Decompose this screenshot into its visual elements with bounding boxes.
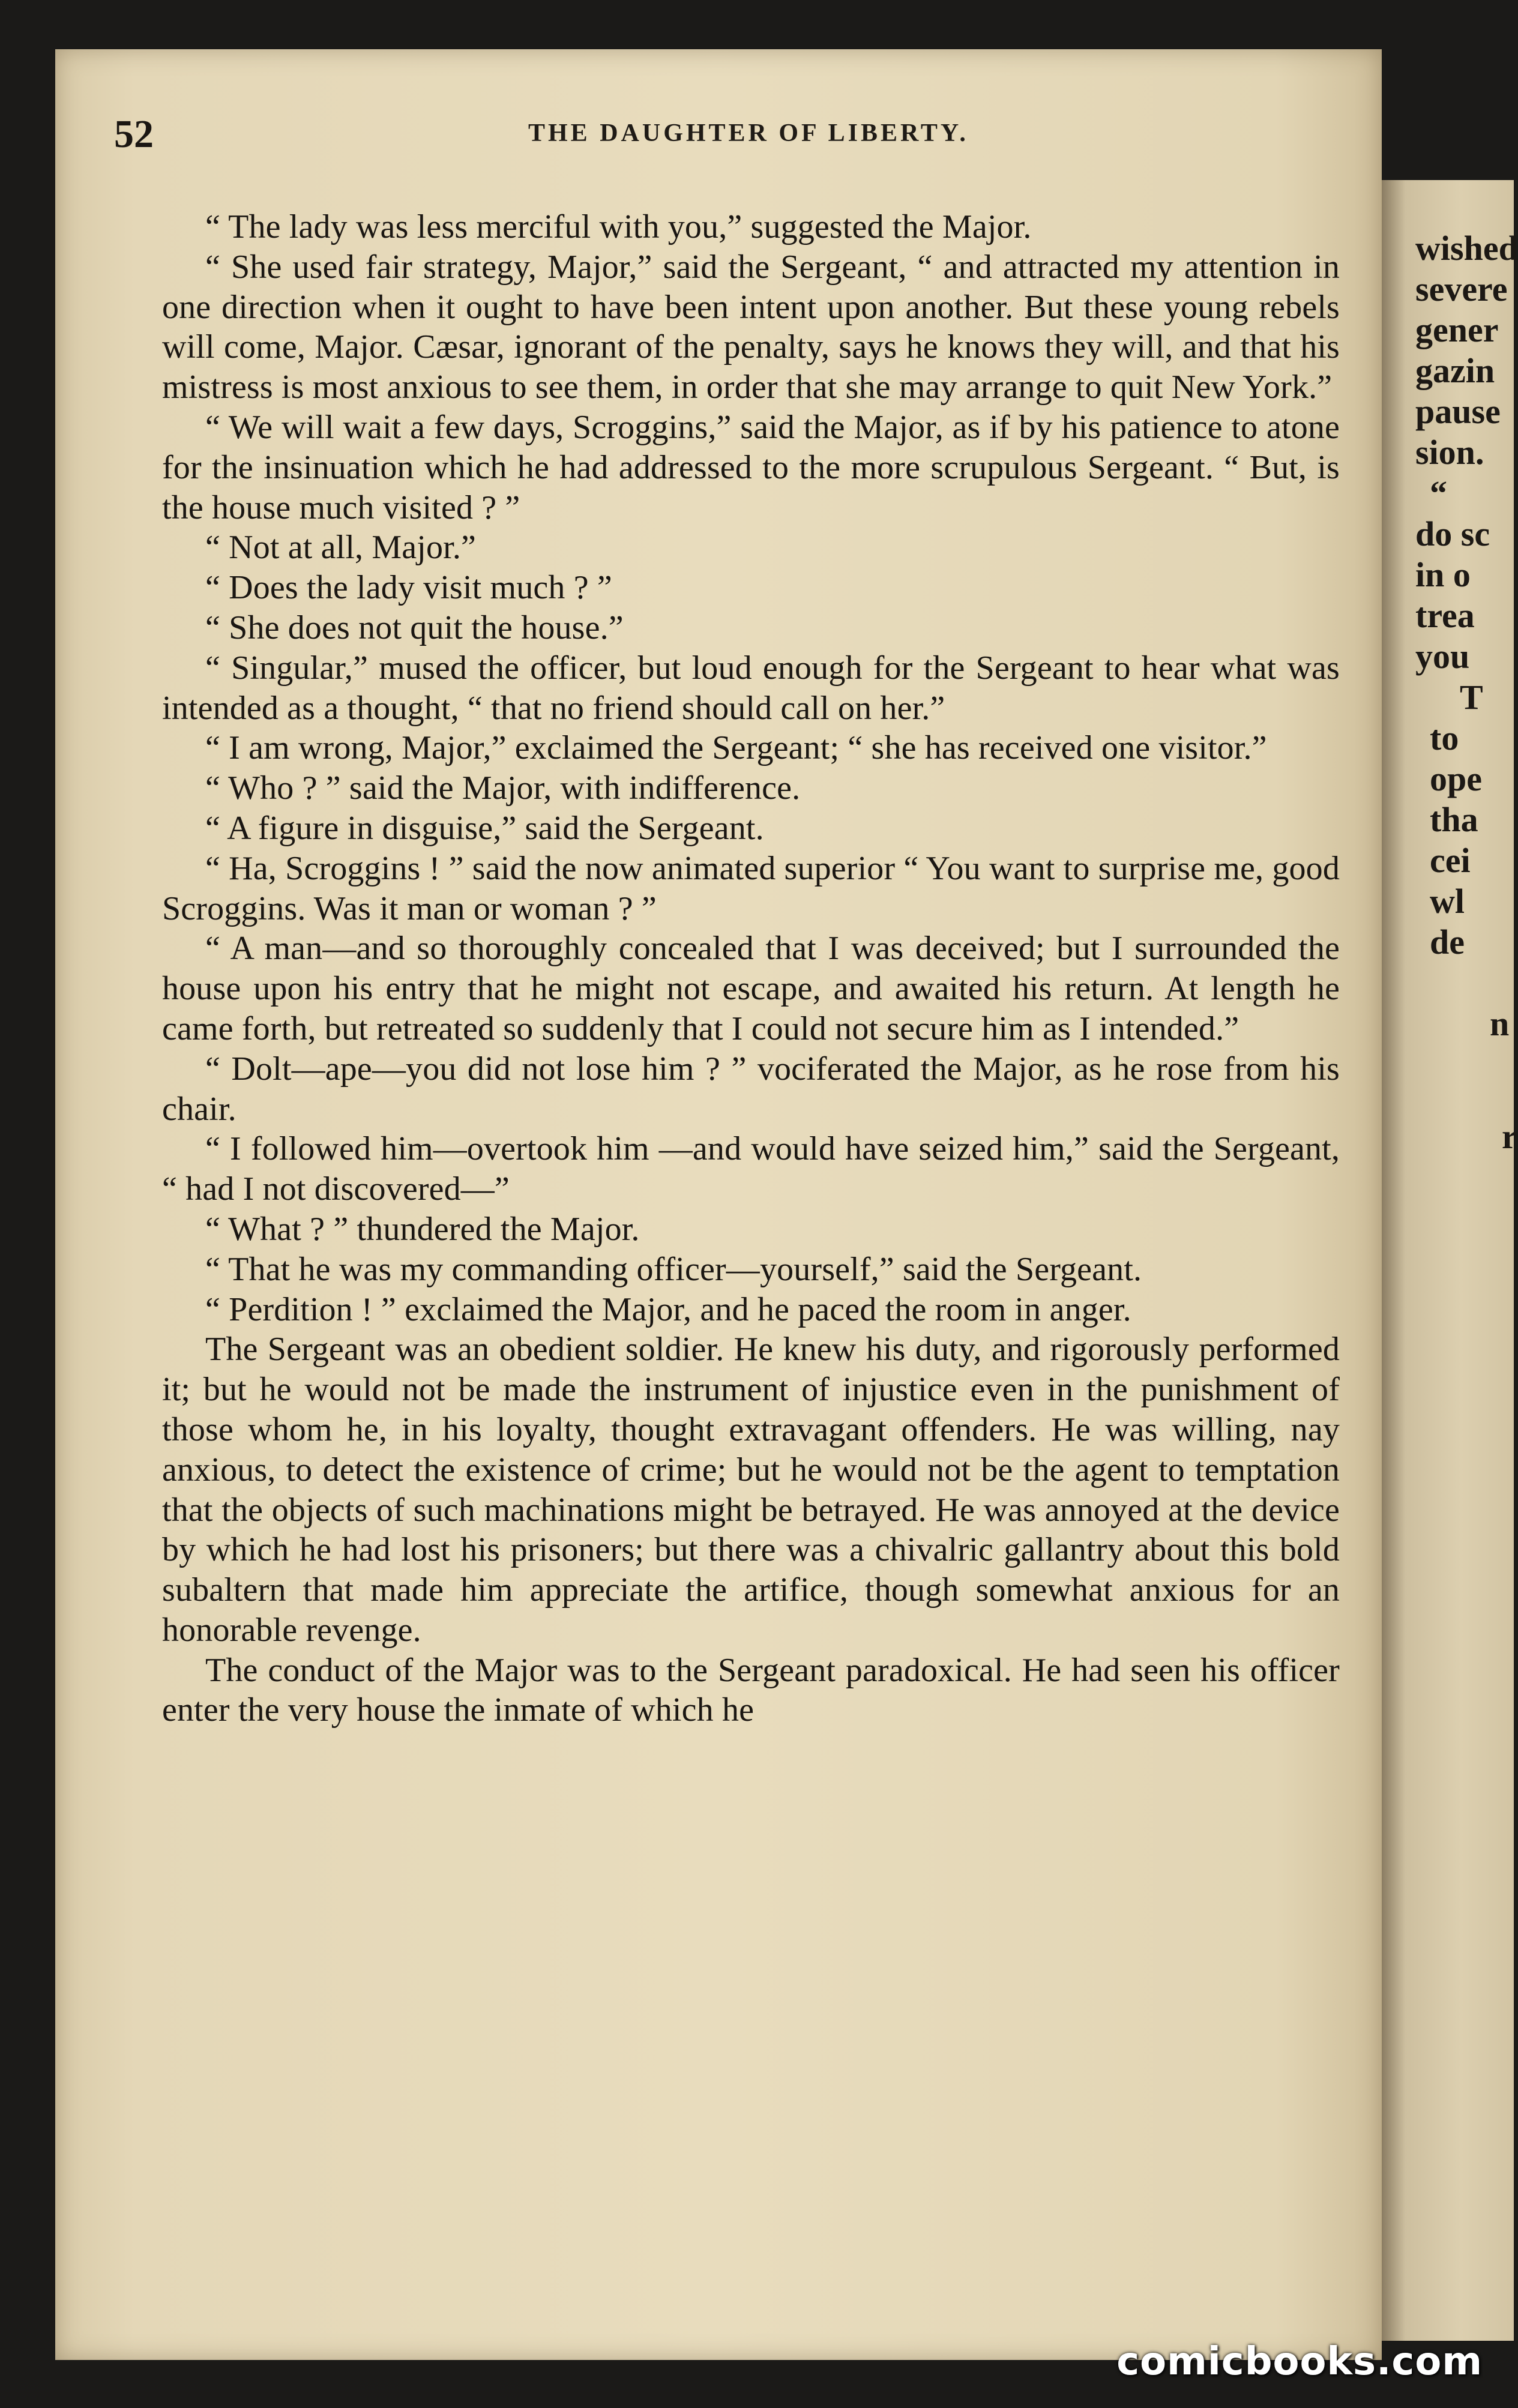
paragraph: The Sergeant was an obedient soldier. He knew his duty, and rigorously performed it; but he would not be made the instrument of injustice even in the punishment of those whom he, in his loyalty, thought extravagant offenders. He was willing, nay anxious, to detect the existence of crime; but he would not be the agent to temptation that the objects of such machinations might be betrayed. He was annoyed at the device by which he had lost his prisoners; but there was a chivalric gallantry about this bold subaltern that made him appreciate the artifice, though somewhat anxious for an honorable revenge. [162, 1331, 1340, 1649]
adjacent-page-fragment: gazin [1415, 351, 1495, 390]
running-head: THE DAUGHTER OF LIBERTY. [528, 119, 969, 147]
paragraph: “ That he was my commanding officer—yourself,” said the Sergeant. [205, 1250, 1142, 1288]
adjacent-page-fragment: trea [1415, 596, 1475, 635]
adjacent-page-fragment: “ [1430, 474, 1447, 513]
adjacent-page-fragment: wished [1415, 229, 1518, 268]
adjacent-page-fragment: cei [1430, 841, 1471, 880]
paragraph: “ Perdition ! ” exclaimed the Major, and he paced the room in anger. [205, 1290, 1131, 1328]
paragraph: “ A man—and so thoroughly concealed that I was deceived; but I surrounded the house upon his entry that he might not escape, and awaited his return. At length he came forth, but retreated so suddenly that I could not secure him as I intended.” [162, 930, 1340, 1047]
adjacent-page-fragment: r [1502, 1117, 1517, 1156]
adjacent-page-fragment: T [1460, 678, 1483, 717]
adjacent-page-fragment: severe [1415, 269, 1508, 309]
paragraph: “ The lady was less merciful with you,” suggested the Major. [205, 208, 1032, 245]
paragraph: “ Singular,” mused the officer, but loud enough for the Sergeant to hear what was intended as a thought, “ that no friend should call on her.” [162, 649, 1340, 727]
adjacent-page-fragment: ope [1430, 759, 1482, 798]
adjacent-page-fragment: de [1430, 923, 1465, 962]
adjacent-page-fragment: to [1430, 718, 1459, 757]
paragraph: “ Who ? ” said the Major, with indifference. [205, 769, 801, 807]
adjacent-page-fragment: you [1415, 637, 1470, 676]
adjacent-page-fragment: do sc [1415, 514, 1490, 553]
adjacent-page-fragment: wl [1430, 882, 1465, 921]
page-number: 52 [114, 112, 154, 156]
paragraph: “ I am wrong, Major,” exclaimed the Sergeant; “ she has received one visitor.” [205, 729, 1267, 767]
paragraph: “ A figure in disguise,” said the Sergeant. [205, 809, 764, 847]
page-text-body [162, 207, 1340, 1730]
paragraph: “ We will wait a few days, Scroggins,” said the Major, as if by his patience to atone for the insinuation which he had addressed to the more scrupulous Sergeant. “ But, is the house much visited ? ” [162, 408, 1340, 526]
adjacent-page-fragment: in o [1415, 555, 1471, 594]
paragraph: “ Ha, Scroggins ! ” said the now animated superior “ You want to surprise me, good Scroggins. Was it man or woman ? ” [162, 849, 1340, 927]
paragraph: “ Not at all, Major.” [205, 529, 477, 567]
adjacent-page-fragment: tha [1430, 800, 1478, 839]
adjacent-page-fragment: n [1490, 1004, 1510, 1043]
paragraph: The conduct of the Major was to the Sergeant paradoxical. He had seen his officer enter the very house the inmate of which he [162, 1651, 1340, 1729]
site-watermark: comicbooks.com [1116, 2340, 1483, 2384]
adjacent-page-fragment: pause [1415, 392, 1501, 431]
paragraph: “ She used fair strategy, Major,” said the Sergeant, “ and attracted my attention in one direction when it ought to have been intent upon another. But these young rebels will come, Major. Cæsar, ignorant of the penalty, says he knows they will, and that his mistress is most anxious to see them, in order that she may arrange to quit New York.” [162, 248, 1340, 406]
paragraph: “ Does the lady visit much ? ” [205, 569, 612, 607]
paragraph: “ She does not quit the house.” [205, 609, 624, 646]
adjacent-page-edge [1382, 180, 1518, 2341]
paragraph: “ Dolt—ape—you did not lose him ? ” vociferated the Major, as he rose from his chair. [162, 1050, 1340, 1128]
adjacent-page-fragment: sion. [1415, 433, 1484, 472]
paragraph: “ What ? ” thundered the Major. [205, 1210, 640, 1248]
paragraph: “ I followed him—overtook him —and would have seized him,” said the Sergeant, “ had I not discovered—” [162, 1130, 1340, 1208]
adjacent-page-fragment: gener [1415, 310, 1499, 349]
